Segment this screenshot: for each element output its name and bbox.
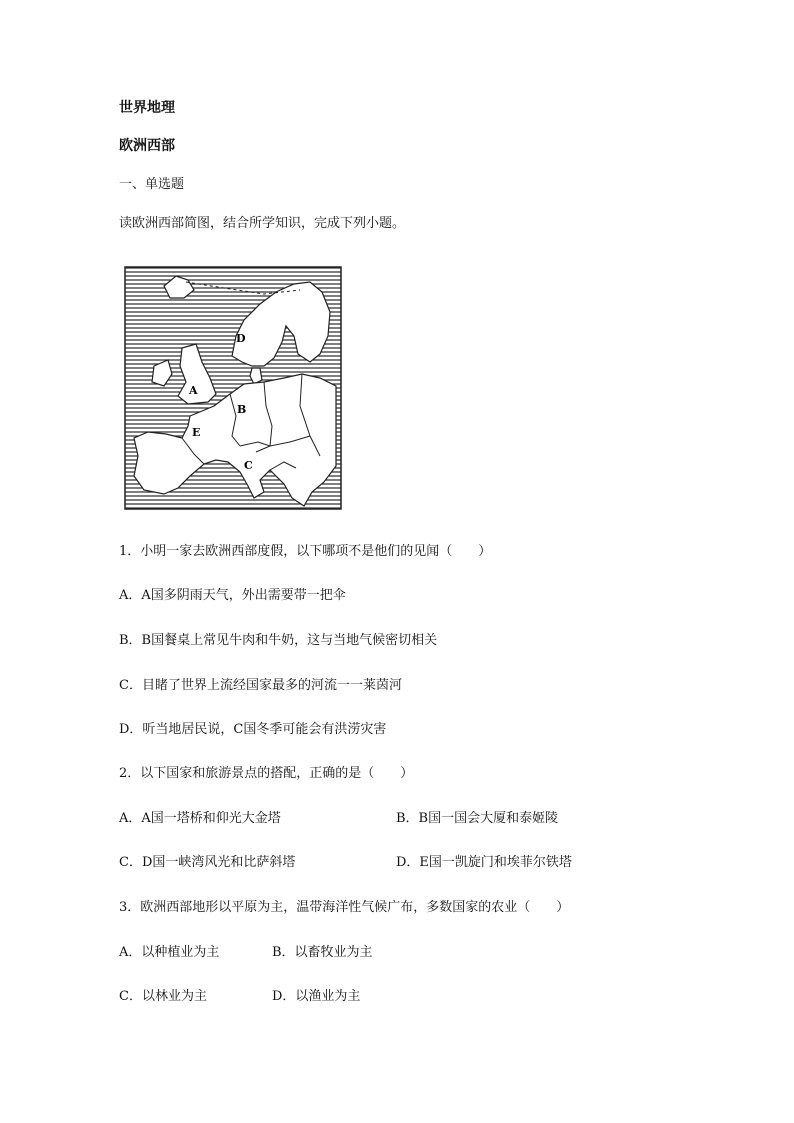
question-3-option-c[interactable]: C．以林业为主 (119, 989, 207, 1004)
section-heading: 一、单选题 (119, 177, 185, 192)
topic-title: 欧洲西部 (119, 138, 175, 154)
question-2-option-d[interactable]: D．E国一凯旋门和埃菲尔铁塔 (396, 855, 572, 870)
question-3-option-a[interactable]: A．以种植业为主 (119, 945, 220, 960)
map-label-e: E (192, 426, 201, 439)
question-1-stem: 1．小明一家去欧洲西部度假，以下哪项不是他们的见闻（ ） (119, 544, 492, 559)
western-europe-map (124, 266, 342, 510)
map-label-a: A (189, 384, 198, 397)
question-1-option-a[interactable]: A．A国多阴雨天气，外出需要带一把伞 (119, 588, 346, 603)
question-3-stem: 3．欧洲西部地形以平原为主，温带海洋性气候广布，多数国家的农业（ ） (119, 900, 570, 915)
map-label-d: D (236, 332, 246, 345)
question-2-option-a[interactable]: A．A国一塔桥和仰光大金塔 (119, 811, 281, 826)
map-label-c: C (244, 459, 253, 472)
question-1-option-b[interactable]: B．B国餐桌上常见牛肉和牛奶，这与当地气候密切相关 (119, 633, 438, 648)
question-2-stem: 2．以下国家和旅游景点的搭配，正确的是（ ） (119, 766, 414, 781)
question-3-option-b[interactable]: B．以畜牧业为主 (272, 945, 373, 960)
question-3-option-d[interactable]: D．以渔业为主 (272, 989, 361, 1004)
question-2-option-c[interactable]: C．D国一峡湾风光和比萨斜塔 (119, 855, 296, 870)
question-2-option-b[interactable]: B．B国一国会大厦和泰姬陵 (396, 811, 559, 826)
map-label-b: B (237, 403, 247, 416)
question-1-option-d[interactable]: D．听当地居民说，C国冬季可能会有洪涝灾害 (119, 722, 387, 737)
question-1-option-c[interactable]: C．目睹了世界上流经国家最多的河流一一莱茵河 (119, 678, 402, 693)
instruction-text: 读欧洲西部简图，结合所学知识，完成下列小题。 (119, 216, 406, 231)
subject-title: 世界地理 (119, 100, 175, 116)
